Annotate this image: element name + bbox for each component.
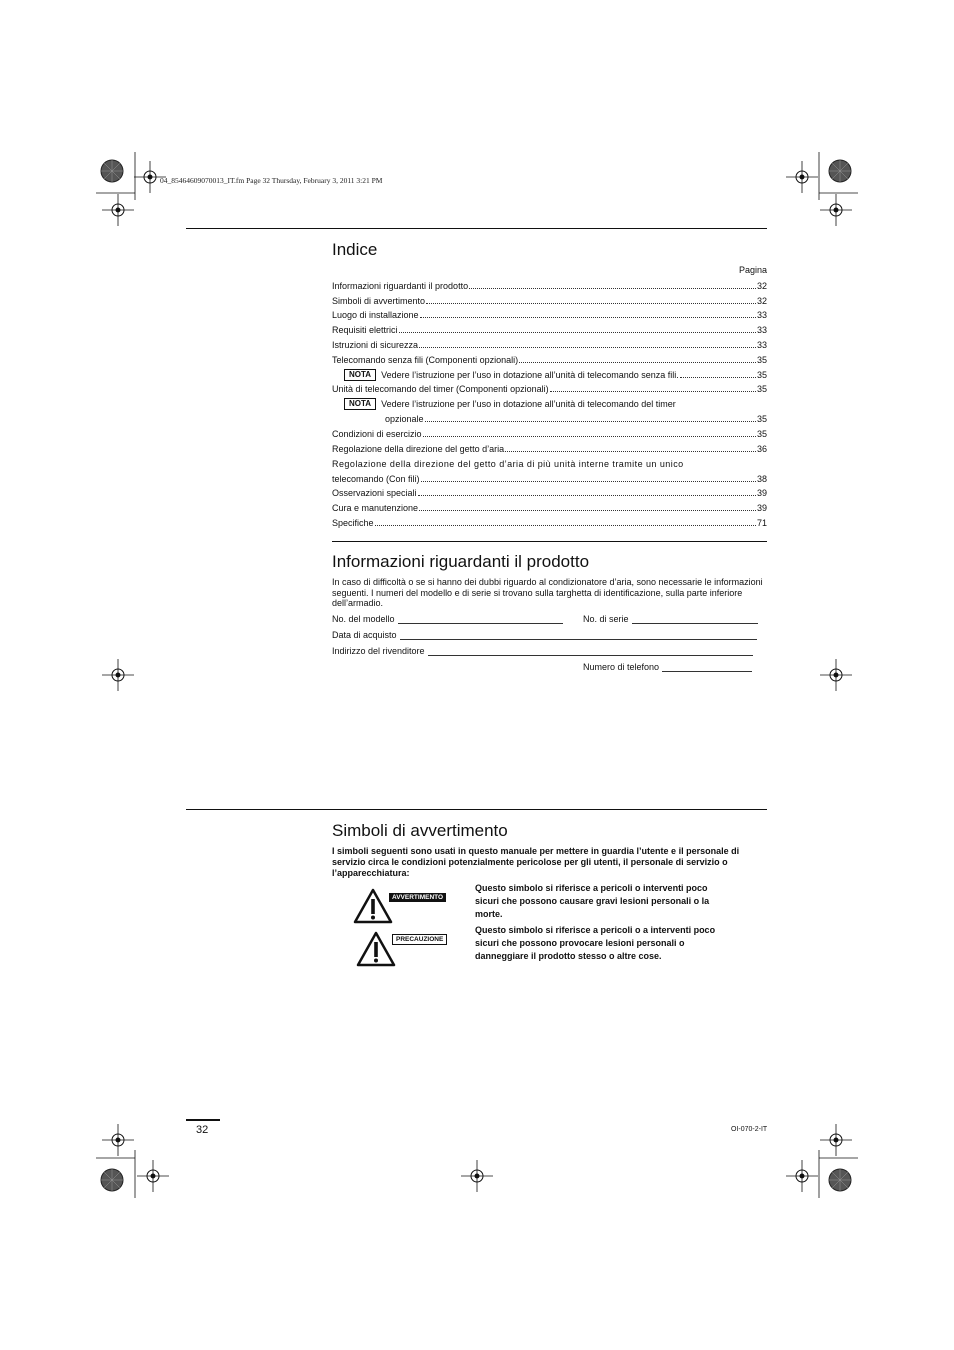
doc-code: OI-070-2-IT [731,1126,768,1133]
warning-text: Questo simbolo si riferisce a pericoli o interventi poco sicuri che possono causare gravi lesioni personali o la morte. [475,883,710,919]
serial-field[interactable]: No. di serie [583,614,758,624]
toc-entry[interactable]: Condizioni di esercizio 35 [332,428,767,439]
toc-entry[interactable]: Istruzioni di sicurezza 33 [332,339,767,350]
caution-text: Questo simbolo si riferisce a pericoli o a interventi poco sicuri che possono provocare lesioni personali o danneggiare il prodotto stesso o altre cose. [475,925,716,961]
warning-triangle-icon [353,888,393,924]
toc-entry[interactable]: Unità di telecomando del timer (Componenti opzionali) 35 [332,384,767,395]
purchase-date-field[interactable]: Data di acquisto [332,630,757,640]
toc-entry[interactable]: Requisiti elettrici 33 [332,325,767,336]
footer-rule [186,1119,220,1121]
toc-entry-continuation[interactable]: telecomando (Con fili) 38 [332,473,767,484]
toc-page-label: Pagina [738,265,767,275]
table-of-contents [332,264,767,529]
toc-entry-continuation[interactable]: opzionale 35 [385,414,767,425]
page-number: 32 [196,1124,209,1136]
caution-badge: PRECAUZIONE [392,934,447,945]
nota-badge: NOTA [344,398,376,410]
toc-entry[interactable]: Regolazione della direzione del getto d’aria di più unità interne tramite un unico [332,458,684,469]
warning-badge: AVVERTIMENTO [389,893,446,902]
section-rule [186,809,767,810]
toc-entry-nota[interactable]: NOTA Vedere l’istruzione per l’uso in dotazione all’unità di telecomando senza fili. 35 [332,366,767,381]
toc-entry[interactable]: Specifiche 71 [332,517,767,528]
simboli-intro: I simboli seguenti sono usati in questo manuale per mettere in guardia l’utente e il personale di servizio circa le condizioni potenzialmente pericolose per gli utenti, il personale di servizio o l’apparecchiatura: [332,846,740,878]
toc-entry[interactable]: Regolazione della direzione del getto d’aria 36 [332,443,767,454]
simboli-title: Simboli di avvertimento [332,821,508,840]
toc-entry[interactable]: Telecomando senza fili (Componenti opzionali) 35 [332,354,767,365]
header-file-line: 04_85464609070013_IT.fm Page 32 Thursday, February 3, 2011 3:21 PM [160,176,383,185]
toc-entry-nota[interactable]: NOTA Vedere l’istruzione per l’uso in dotazione all’unità di telecomando del timer [332,395,767,410]
nota-badge: NOTA [344,369,376,381]
info-paragraph: In caso di difficoltà o se si hanno dei dubbi riguardo al condizionatore d’aria, sono necessarie le informazioni seguenti. I numeri del modello e di serie si trovano sulla targhetta di identificazione, sulla parte inferiore dell’armadio. [332,577,763,608]
dealer-address-field[interactable]: Indirizzo del rivenditore [332,646,753,656]
indice-title: Indice [332,240,378,259]
toc-entry[interactable]: Informazioni riguardanti il prodotto 32 [332,280,767,291]
toc-entry[interactable]: Simboli di avvertimento 32 [332,295,767,306]
toc-entry[interactable]: Osservazioni speciali 39 [332,488,767,499]
section-rule [332,541,767,542]
top-rule [186,228,767,229]
toc-entry[interactable]: Cura e manutenzione 39 [332,503,767,514]
info-title: Informazioni riguardanti il prodotto [332,552,590,571]
model-field[interactable]: No. del modello [332,614,563,624]
toc-entry[interactable]: Luogo di installazione 33 [332,310,767,321]
phone-field[interactable]: Numero di telefono [583,662,752,672]
caution-triangle-icon [356,931,396,967]
